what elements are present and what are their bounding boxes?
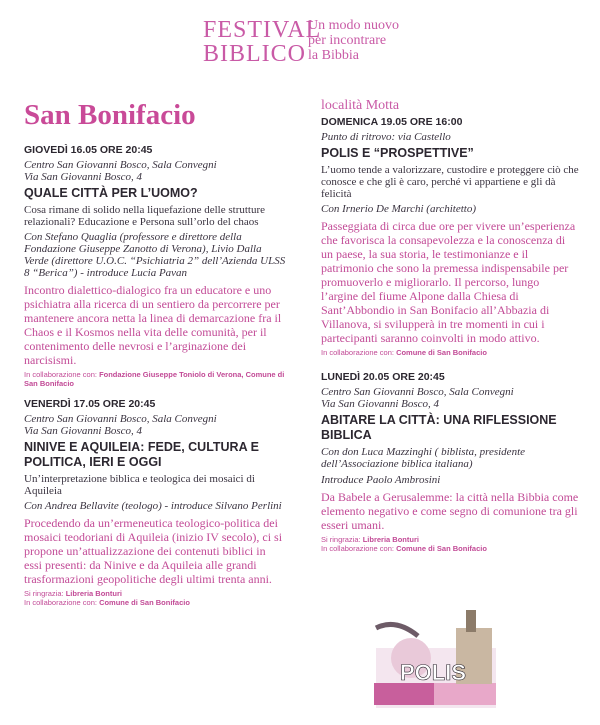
art-polis-text: POLIS (400, 660, 467, 685)
event-speakers: Con Stefano Quaglia (professore e direttore della Fondazione Giuseppe Zanotto di Verona), Livio Dalla Verde (direttore U.O.C. “Psichiatria 2” dell’Azienda ULSS 8 “Berica”) - introduce Lucia Pavan (24, 231, 286, 279)
credit-value: Comune di San Bonifacio (396, 348, 487, 357)
event-subtitle: Un’interpretazione biblica e teologica dei mosaici di Aquileia (24, 473, 255, 497)
credit-value: Fondazione Giuseppe Toniolo di Verona, Comune di San Bonifacio (24, 370, 285, 388)
festival-header (0, 0, 600, 90)
tagline-line-3: la Bibbia (308, 48, 359, 63)
event-block (24, 398, 286, 607)
event-speakers: Con Andrea Bellavite (teologo) - introduce Silvano Perlini (24, 500, 282, 512)
event-title: NINIVE E AQUILEIA: FEDE, CULTURA E POLITICA, IERI E OGGI (24, 440, 259, 469)
festival-logo (203, 18, 321, 66)
event-title: ABITARE LA CITTÀ: UNA RIFLESSIONE BIBLICA (321, 413, 557, 442)
thanks-prefix: Si ringrazia: (24, 589, 64, 598)
festival-tagline (308, 18, 399, 63)
polis-artwork-illustration (356, 588, 516, 716)
thanks-prefix: Si ringrazia: (321, 535, 361, 544)
event-date: LUNEDÌ 20.05 ORE 20:45 (321, 371, 445, 383)
tagline-line-2: per incontrare (308, 33, 387, 48)
event-subtitle: Cosa rimane di solido nella liquefazione delle strutture relazionali? Educazione e Persona sull’orlo del chaos (24, 204, 266, 228)
event-date: DOMENICA 19.05 ORE 16:00 (321, 116, 463, 128)
venue-address: Via San Giovanni Bosco, 4 (24, 425, 143, 437)
credit-value: Comune di San Bonifacio (99, 598, 190, 607)
venue-line: Centro San Giovanni Bosco, Sala Convegni (24, 159, 217, 171)
city-heading: San Bonifacio (24, 99, 196, 131)
event-title: POLIS E “PROSPETTIVE” (321, 146, 474, 160)
event-block (24, 144, 286, 388)
logo-line-1: FESTIVAL (203, 17, 322, 43)
locality-heading: località Motta (321, 98, 400, 113)
event-title: QUALE CITTÀ PER L’UOMO? (24, 186, 198, 200)
credit-prefix: In collaborazione con: (24, 598, 97, 607)
event-thanks (24, 589, 286, 598)
event-date: VENERDÌ 17.05 ORE 20:45 (24, 398, 156, 410)
venue-line: Centro San Giovanni Bosco, Sala Convegni (24, 413, 217, 425)
art-tower (466, 610, 476, 632)
event-credit (24, 370, 286, 388)
tagline-line-1: Un modo nuovo (308, 18, 399, 33)
art-book-page (434, 683, 496, 705)
credit-prefix: In collaborazione con: (24, 370, 97, 379)
event-venue (24, 159, 286, 183)
credit-value: Comune di San Bonifacio (396, 544, 487, 553)
art-hand-shape (376, 624, 418, 636)
venue-address: Via San Giovanni Bosco, 4 (24, 171, 143, 183)
right-column (321, 95, 579, 553)
event-credit (321, 348, 579, 357)
left-column (24, 95, 286, 607)
thanks-value: Libreria Bonturi (65, 589, 122, 598)
event-speakers: Con don Luca Mazzinghi ( biblista, presidente dell’Associazione biblica italiana) (321, 446, 526, 470)
event-credit (24, 598, 286, 607)
event-introducer: Introduce Paolo Ambrosini (321, 474, 441, 486)
event-date: GIOVEDÌ 16.05 ORE 20:45 (24, 144, 153, 156)
event-venue (321, 386, 579, 410)
credit-prefix: In collaborazione con: (321, 348, 394, 357)
event-description: Procedendo da un’ermeneutica teologico-politica dei mosaici teodoriani di Aquileia (inizio IV secolo), ci si propone un’attualizzazione dei contenuti biblici in essi presenti: da Ninive e da Aquileia alle grandi trasformazioni geopolitiche degli ultimi trenta anni. (24, 516, 283, 586)
event-subtitle: L’uomo tende a valorizzare, custodire e proteggere ciò che conosce e che gli è caro, perché vi appartiene e gli dà felicità (321, 164, 579, 200)
event-block (321, 371, 579, 553)
thanks-value: Libreria Bonturi (362, 535, 419, 544)
event-block (321, 116, 579, 357)
logo-line-2: BIBLICO (203, 41, 306, 67)
event-credit (321, 544, 579, 553)
event-description: Da Babele a Gerusalemme: la città nella Bibbia come elemento negativo e come segno di comunione tra gli esseri umani. (321, 490, 579, 532)
event-venue (24, 413, 286, 437)
event-speakers: Con Irnerio De Marchi (architetto) (321, 203, 476, 215)
event-venue: Punto di ritrovo: via Castello (321, 131, 451, 143)
credit-prefix: In collaborazione con: (321, 544, 394, 553)
event-thanks (321, 535, 579, 544)
venue-address: Via San Giovanni Bosco, 4 (321, 398, 440, 410)
event-description: Incontro dialettico-dialogico fra un educatore e uno psichiatra alla ricerca di un sentiero da percorrere per mantenere ancora netta la linea di demarcazione fra il Chaos e il Kosmos nella vita delle comunità, per il contenimento delle nevrosi e l’arginazione dei narcisismi. (24, 283, 282, 367)
venue-line: Centro San Giovanni Bosco, Sala Convegni (321, 386, 514, 398)
event-description: Passeggiata di circa due ore per vivere un’esperienza che favorisca la consapevolezza e la conoscenza di un paese, la sua storia, le testimonianze e il patrimonio che sono la premessa indispensabile per promuoverlo e migliorarlo. Il percorso, lungo l’argine del fiume Alpone dalla Chiesa di Sant’Abbondio in San Bonifacio all’Abbazia di Villanova, si svilupperà in tre momenti in cui i partecipanti saranno coinvolti in modo attivo. (321, 219, 576, 345)
art-book (374, 683, 434, 705)
